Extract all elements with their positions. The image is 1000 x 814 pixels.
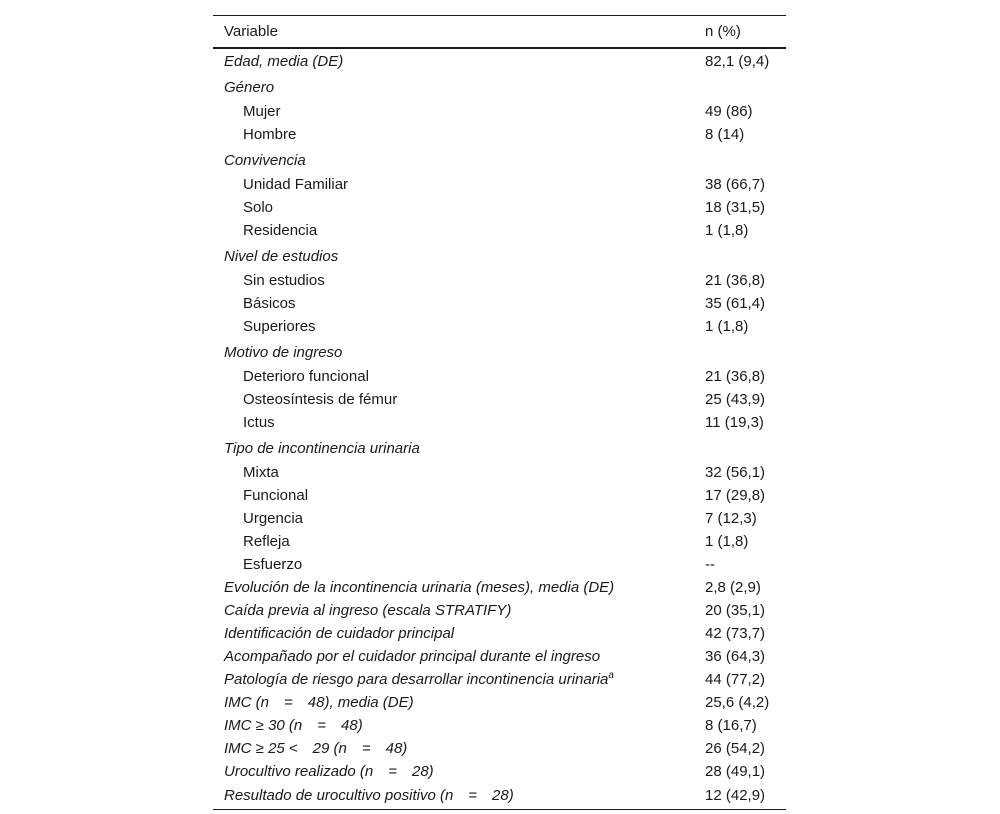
table-row (213, 553, 786, 576)
row-label: Hombre (243, 126, 297, 143)
table-row (213, 714, 786, 737)
table-row (213, 530, 786, 553)
row-value: 20 (35,1) (705, 602, 766, 619)
row-value: 32 (56,1) (705, 464, 766, 481)
footnote-marker: a (608, 670, 614, 681)
table-row (213, 100, 786, 123)
row-value: 25 (43,9) (705, 391, 766, 408)
table-row (213, 219, 786, 242)
table-header-row (213, 16, 786, 49)
column-header-variable: Variable (213, 16, 705, 49)
table-row (213, 622, 786, 645)
category-label: Género (224, 79, 275, 96)
category-label: Nivel de estudios (224, 248, 339, 265)
row-label: IMC ≥ 25 < 29 (n = 48) (224, 740, 408, 757)
table-row (213, 484, 786, 507)
row-value: 1 (1,8) (705, 222, 749, 239)
row-label: Sin estudios (243, 272, 325, 289)
row-label: Resultado de urocultivo positivo (n = 28) (224, 786, 514, 804)
row-value (705, 338, 786, 365)
row-label: Acompañado por el cuidador principal durante el ingreso (224, 648, 601, 665)
row-value: 35 (61,4) (705, 295, 766, 312)
row-value: 17 (29,8) (705, 487, 766, 504)
table-row (213, 411, 786, 434)
row-label: IMC ≥ 30 (n = 48) (224, 717, 363, 734)
table-row (213, 737, 786, 760)
row-value (705, 434, 786, 461)
table-row (213, 196, 786, 219)
row-label: Caída previa al ingreso (escala STRATIFY) (224, 602, 512, 619)
category-label: Motivo de ingreso (224, 344, 343, 361)
table-row (213, 173, 786, 196)
characteristics-table-container (213, 15, 786, 810)
row-label: Mixta (243, 464, 279, 481)
row-label: Solo (243, 199, 274, 216)
row-label: Superiores (243, 318, 316, 335)
row-value (705, 73, 786, 100)
table-row (213, 48, 786, 73)
category-label: Convivencia (224, 152, 306, 169)
row-value: 12 (42,9) (705, 786, 766, 804)
row-value: 1 (1,8) (705, 533, 749, 550)
table-row (213, 292, 786, 315)
row-label: Patología de riesgo para desarrollar incontinencia urinaria (224, 671, 609, 688)
row-value: 25,6 (4,2) (705, 694, 770, 711)
table-row (213, 365, 786, 388)
row-value: 42 (73,7) (705, 625, 766, 642)
row-value: 11 (19,3) (705, 414, 764, 431)
row-label: Unidad Familiar (243, 176, 349, 193)
table-row-category (213, 338, 786, 365)
row-value: -- (705, 556, 715, 573)
row-value: 49 (86) (705, 103, 753, 120)
row-value: 1 (1,8) (705, 318, 749, 335)
row-label: Refleja (243, 533, 290, 550)
row-value: 44 (77,2) (705, 671, 766, 688)
table-row (213, 783, 786, 810)
row-value (705, 242, 786, 269)
row-label: Ictus (243, 414, 275, 431)
row-value: 36 (64,3) (705, 648, 766, 665)
row-label: Esfuerzo (243, 556, 303, 573)
row-label: Urgencia (243, 510, 304, 527)
row-label: Identificación de cuidador principal (224, 625, 455, 642)
row-label: Funcional (243, 487, 309, 504)
row-label: Básicos (243, 295, 296, 312)
row-label: Osteosíntesis de fémur (243, 391, 398, 408)
row-value: 7 (12,3) (705, 510, 757, 527)
column-header-value: n (%) (705, 16, 786, 49)
row-value: 21 (36,8) (705, 272, 766, 289)
table-row (213, 691, 786, 714)
row-value (705, 146, 786, 173)
row-value: 28 (49,1) (705, 763, 766, 780)
table-row (213, 760, 786, 783)
table-row-category (213, 73, 786, 100)
row-label: Deterioro funcional (243, 368, 369, 385)
table-row-category (213, 434, 786, 461)
row-label: Edad, media (DE) (224, 52, 344, 70)
row-value: 8 (16,7) (705, 717, 757, 734)
row-value: 18 (31,5) (705, 199, 766, 216)
row-label: IMC (n = 48), media (DE) (224, 694, 414, 711)
row-value: 82,1 (9,4) (705, 52, 770, 70)
table-row (213, 507, 786, 530)
table-row (213, 576, 786, 599)
row-value: 8 (14) (705, 126, 745, 143)
row-label: Urocultivo realizado (n = 28) (224, 763, 434, 780)
row-value: 21 (36,8) (705, 368, 766, 385)
row-label-cell (213, 668, 705, 691)
category-label: Tipo de incontinencia urinaria (224, 440, 420, 457)
row-label: Evolución de la incontinencia urinaria (meses), media (DE) (224, 579, 615, 596)
table-row (213, 645, 786, 668)
table-row (213, 461, 786, 484)
table-row-category (213, 242, 786, 269)
table-row (213, 599, 786, 622)
row-value: 2,8 (2,9) (705, 579, 761, 596)
table-row (213, 123, 786, 146)
row-value: 26 (54,2) (705, 740, 766, 757)
table-row (213, 668, 786, 691)
table-row-category (213, 146, 786, 173)
table-row (213, 388, 786, 411)
table-row (213, 315, 786, 338)
row-label: Residencia (243, 222, 318, 239)
table-row (213, 269, 786, 292)
characteristics-table (213, 15, 786, 810)
row-value: 38 (66,7) (705, 176, 766, 193)
row-label: Mujer (243, 103, 281, 120)
